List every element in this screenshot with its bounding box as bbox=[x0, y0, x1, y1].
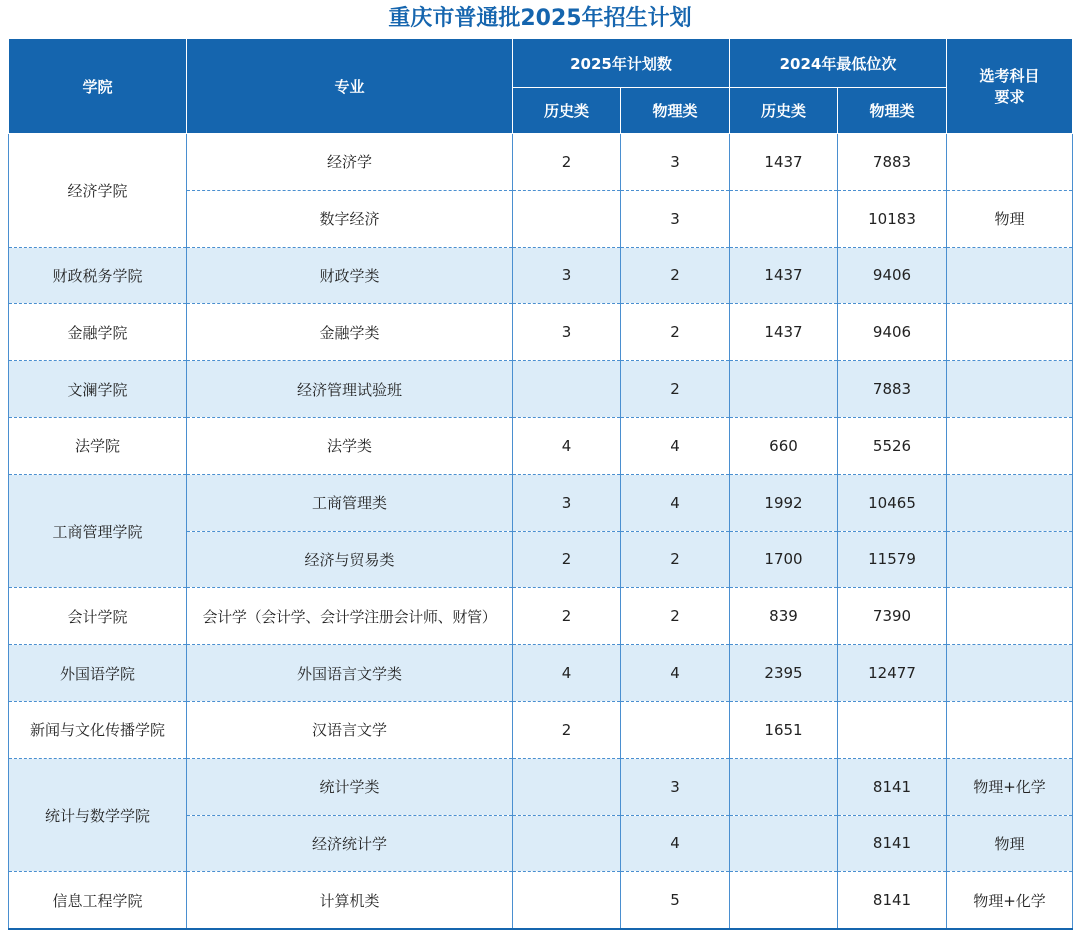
plan-history-cell: 4 bbox=[513, 417, 621, 474]
college-cell: 金融学院 bbox=[9, 304, 187, 361]
rank-physics-cell: 11579 bbox=[838, 531, 947, 588]
table-row bbox=[9, 645, 1073, 702]
major-cell: 经济学 bbox=[187, 134, 513, 191]
rank-history-cell: 1437 bbox=[730, 304, 838, 361]
requirement-cell bbox=[947, 304, 1073, 361]
requirement-cell bbox=[947, 417, 1073, 474]
table-row bbox=[9, 588, 1073, 645]
rank-physics-cell: 8141 bbox=[838, 758, 947, 815]
table-row bbox=[9, 247, 1073, 304]
plan-physics-cell: 2 bbox=[621, 247, 730, 304]
plan-physics-cell: 4 bbox=[621, 815, 730, 872]
plan-physics-cell: 5 bbox=[621, 872, 730, 929]
header-plan-physics: 物理类 bbox=[621, 88, 730, 134]
page-title: 重庆市普通批2025年招生计划 bbox=[388, 6, 692, 31]
rank-history-cell bbox=[730, 815, 838, 872]
plan-history-cell: 3 bbox=[513, 304, 621, 361]
header-rank-2024: 2024年最低位次 bbox=[730, 39, 947, 88]
requirement-cell bbox=[947, 361, 1073, 418]
college-cell: 统计与数学学院 bbox=[9, 758, 187, 872]
college-cell: 文澜学院 bbox=[9, 361, 187, 418]
rank-history-cell: 660 bbox=[730, 417, 838, 474]
college-cell: 工商管理学院 bbox=[9, 474, 187, 588]
plan-history-cell bbox=[513, 872, 621, 929]
plan-physics-cell: 3 bbox=[621, 134, 730, 191]
rank-history-cell bbox=[730, 361, 838, 418]
header-rank-history: 历史类 bbox=[730, 88, 838, 134]
rank-history-cell: 1992 bbox=[730, 474, 838, 531]
plan-physics-cell bbox=[621, 701, 730, 758]
major-cell: 经济与贸易类 bbox=[187, 531, 513, 588]
table-row bbox=[9, 134, 1073, 191]
rank-physics-cell: 5526 bbox=[838, 417, 947, 474]
rank-physics-cell: 7883 bbox=[838, 134, 947, 191]
requirement-cell bbox=[947, 474, 1073, 531]
plan-physics-cell: 4 bbox=[621, 645, 730, 702]
requirement-cell bbox=[947, 531, 1073, 588]
plan-history-cell bbox=[513, 361, 621, 418]
major-cell: 经济统计学 bbox=[187, 815, 513, 872]
requirement-cell: 物理 bbox=[947, 190, 1073, 247]
table-row bbox=[9, 304, 1073, 361]
rank-history-cell bbox=[730, 872, 838, 929]
requirement-cell bbox=[947, 247, 1073, 304]
major-cell: 财政学类 bbox=[187, 247, 513, 304]
major-cell: 数字经济 bbox=[187, 190, 513, 247]
table-row bbox=[9, 701, 1073, 758]
requirement-cell bbox=[947, 701, 1073, 758]
requirement-cell bbox=[947, 588, 1073, 645]
plan-history-cell bbox=[513, 815, 621, 872]
plan-history-cell: 2 bbox=[513, 134, 621, 191]
major-cell: 计算机类 bbox=[187, 872, 513, 929]
college-cell: 外国语学院 bbox=[9, 645, 187, 702]
header-rank-physics: 物理类 bbox=[838, 88, 947, 134]
plan-physics-cell: 2 bbox=[621, 304, 730, 361]
rank-history-cell: 1437 bbox=[730, 247, 838, 304]
rank-physics-cell: 10465 bbox=[838, 474, 947, 531]
rank-physics-cell bbox=[838, 701, 947, 758]
rank-physics-cell: 7390 bbox=[838, 588, 947, 645]
college-cell: 会计学院 bbox=[9, 588, 187, 645]
requirement-cell: 物理+化学 bbox=[947, 758, 1073, 815]
rank-physics-cell: 12477 bbox=[838, 645, 947, 702]
header-college: 学院 bbox=[9, 39, 187, 134]
header-requirement: 选考科目要求 bbox=[947, 39, 1073, 134]
rank-history-cell: 1437 bbox=[730, 134, 838, 191]
table-row bbox=[9, 758, 1073, 815]
rank-physics-cell: 9406 bbox=[838, 247, 947, 304]
plan-history-cell: 2 bbox=[513, 701, 621, 758]
plan-history-cell: 2 bbox=[513, 588, 621, 645]
plan-physics-cell: 2 bbox=[621, 531, 730, 588]
rank-history-cell bbox=[730, 758, 838, 815]
rank-physics-cell: 8141 bbox=[838, 872, 947, 929]
plan-physics-cell: 4 bbox=[621, 417, 730, 474]
plan-physics-cell: 2 bbox=[621, 588, 730, 645]
rank-history-cell: 2395 bbox=[730, 645, 838, 702]
major-cell: 外国语言文学类 bbox=[187, 645, 513, 702]
plan-history-cell: 3 bbox=[513, 247, 621, 304]
plan-physics-cell: 3 bbox=[621, 758, 730, 815]
college-cell: 财政税务学院 bbox=[9, 247, 187, 304]
college-cell: 经济学院 bbox=[9, 134, 187, 248]
enrollment-plan-table bbox=[8, 38, 1073, 930]
header-plan-2025: 2025年计划数 bbox=[513, 39, 730, 88]
major-cell: 金融学类 bbox=[187, 304, 513, 361]
plan-physics-cell: 2 bbox=[621, 361, 730, 418]
college-cell: 信息工程学院 bbox=[9, 872, 187, 929]
major-cell: 统计学类 bbox=[187, 758, 513, 815]
plan-history-cell bbox=[513, 758, 621, 815]
plan-history-cell: 3 bbox=[513, 474, 621, 531]
rank-physics-cell: 7883 bbox=[838, 361, 947, 418]
rank-history-cell: 1651 bbox=[730, 701, 838, 758]
major-cell: 会计学（会计学、会计学注册会计师、财管） bbox=[187, 588, 513, 645]
plan-history-cell: 2 bbox=[513, 531, 621, 588]
rank-history-cell: 1700 bbox=[730, 531, 838, 588]
rank-history-cell bbox=[730, 190, 838, 247]
rank-physics-cell: 10183 bbox=[838, 190, 947, 247]
college-cell: 法学院 bbox=[9, 417, 187, 474]
rank-physics-cell: 9406 bbox=[838, 304, 947, 361]
rank-physics-cell: 8141 bbox=[838, 815, 947, 872]
requirement-cell bbox=[947, 645, 1073, 702]
plan-physics-cell: 3 bbox=[621, 190, 730, 247]
plan-history-cell: 4 bbox=[513, 645, 621, 702]
plan-physics-cell: 4 bbox=[621, 474, 730, 531]
requirement-cell bbox=[947, 134, 1073, 191]
major-cell: 工商管理类 bbox=[187, 474, 513, 531]
major-cell: 经济管理试验班 bbox=[187, 361, 513, 418]
major-cell: 法学类 bbox=[187, 417, 513, 474]
table-row bbox=[9, 474, 1073, 531]
table-row bbox=[9, 872, 1073, 929]
rank-history-cell: 839 bbox=[730, 588, 838, 645]
table-row bbox=[9, 361, 1073, 418]
requirement-cell: 物理+化学 bbox=[947, 872, 1073, 929]
header-plan-history: 历史类 bbox=[513, 88, 621, 134]
major-cell: 汉语言文学 bbox=[187, 701, 513, 758]
requirement-cell: 物理 bbox=[947, 815, 1073, 872]
plan-history-cell bbox=[513, 190, 621, 247]
college-cell: 新闻与文化传播学院 bbox=[9, 701, 187, 758]
header-major: 专业 bbox=[187, 39, 513, 134]
table-row bbox=[9, 417, 1073, 474]
